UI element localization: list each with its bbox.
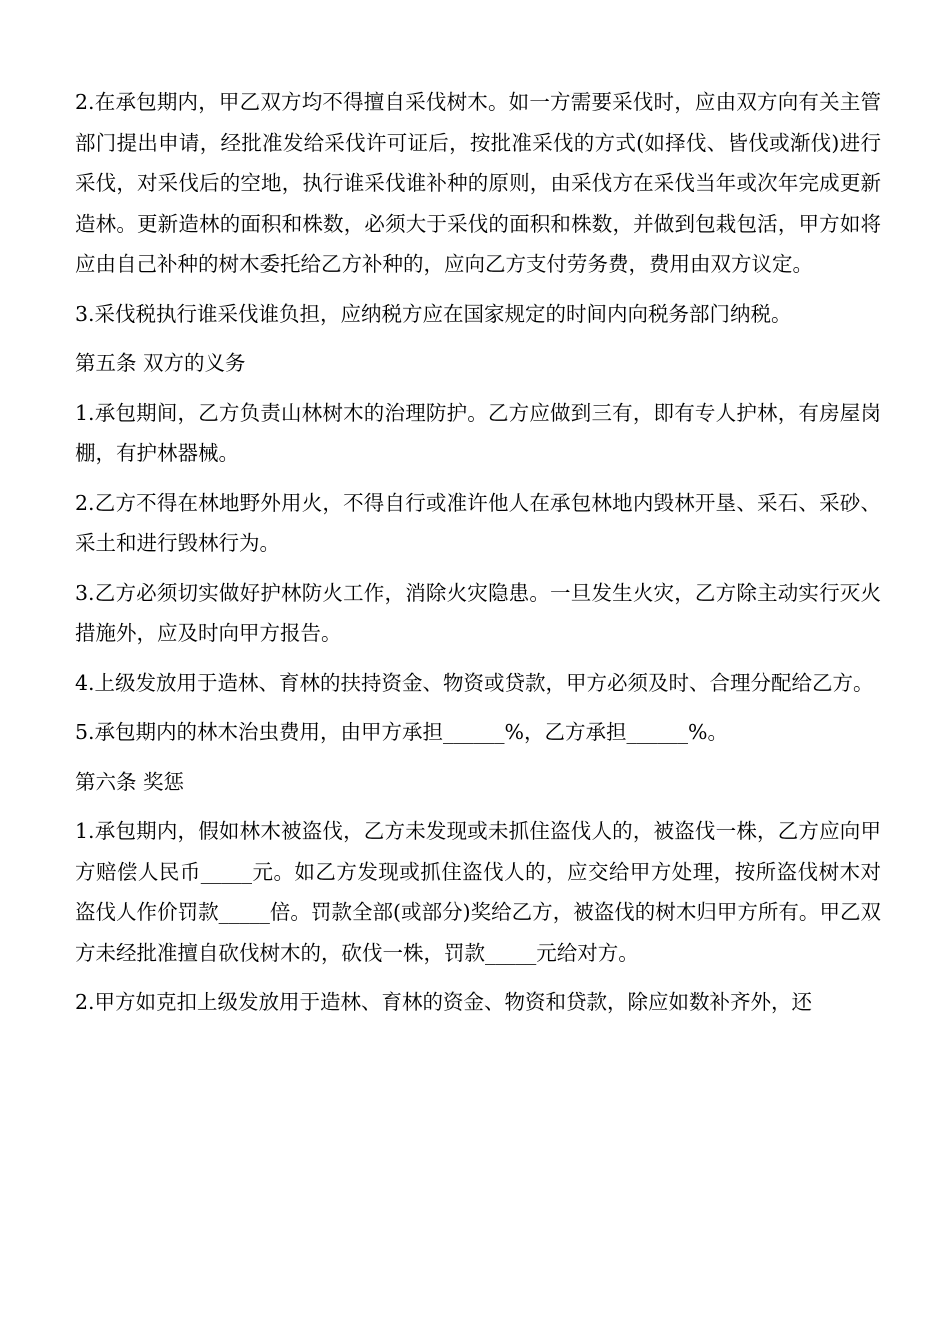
clause-6-2: 2.甲方如克扣上级发放用于造林、育林的资金、物资和贷款，除应如数补齐外，还	[75, 990, 813, 1014]
clause-5-4: 4.上级发放用于造林、育林的扶持资金、物资或贷款，甲方必须及时、合理分配给乙方。	[75, 670, 874, 695]
clause-5-2: 2.乙方不得在林地野外用火，不得自行或准许他人在承包林地内毁林开垦、采石、采砂、采土和进行毁林行为。	[75, 490, 881, 555]
article-6-heading: 第六条 奖惩	[75, 769, 185, 794]
contract-text	[75, 82, 881, 1032]
article-5-heading: 第五条 双方的义务	[75, 351, 246, 375]
clause-5-1: 1.承包期间，乙方负责山林树木的治理防护。乙方应做到三有，即有专人护林，有房屋岗棚，有护林器械。	[75, 400, 881, 465]
clause-4-3: 3.采伐税执行谁采伐谁负担，应纳税方应在国家规定的时间内向税务部门纳税。	[75, 301, 792, 326]
clause-4-2: 2.在承包期内，甲乙双方均不得擅自采伐树木。如一方需要采伐时，应由双方向有关主管部门提出申请，经批准发给采伐许可证后，按批准采伐的方式(如择伐、皆伐或渐伐)进行采伐，对采伐后的空地，执行谁采伐谁补种的原则，由采伐方在采伐当年或次年完成更新造林。更新造林的面积和株数，必须大于采伐的面积和株数，并做到包栽包活，甲方如将应由自己补种的树木委托给乙方补种的，应向乙方支付劳务费，费用由双方议定。	[75, 90, 881, 276]
clause-5-5: 5.承包期内的林木治虫费用，由甲方承担______%，乙方承担______%。	[75, 720, 729, 744]
clause-6-1: 1.承包期内，假如林木被盗伐，乙方未发现或未抓住盗伐人的，被盗伐一株，乙方应向甲方赔偿人民币_____元。如乙方发现或抓住盗伐人的，应交给甲方处理，按所盗伐树木对盗伐人作价罚款_____倍。罚款全部(或部分)奖给乙方，被盗伐的树木归甲方所有。甲乙双方未经批准擅自砍伐树木的，砍伐一株，罚款_____元给对方。	[75, 819, 881, 965]
clause-5-3: 3.乙方必须切实做好护林防火工作，消除火灾隐患。一旦发生火灾，乙方除主动实行灭火措施外，应及时向甲方报告。	[75, 580, 881, 645]
